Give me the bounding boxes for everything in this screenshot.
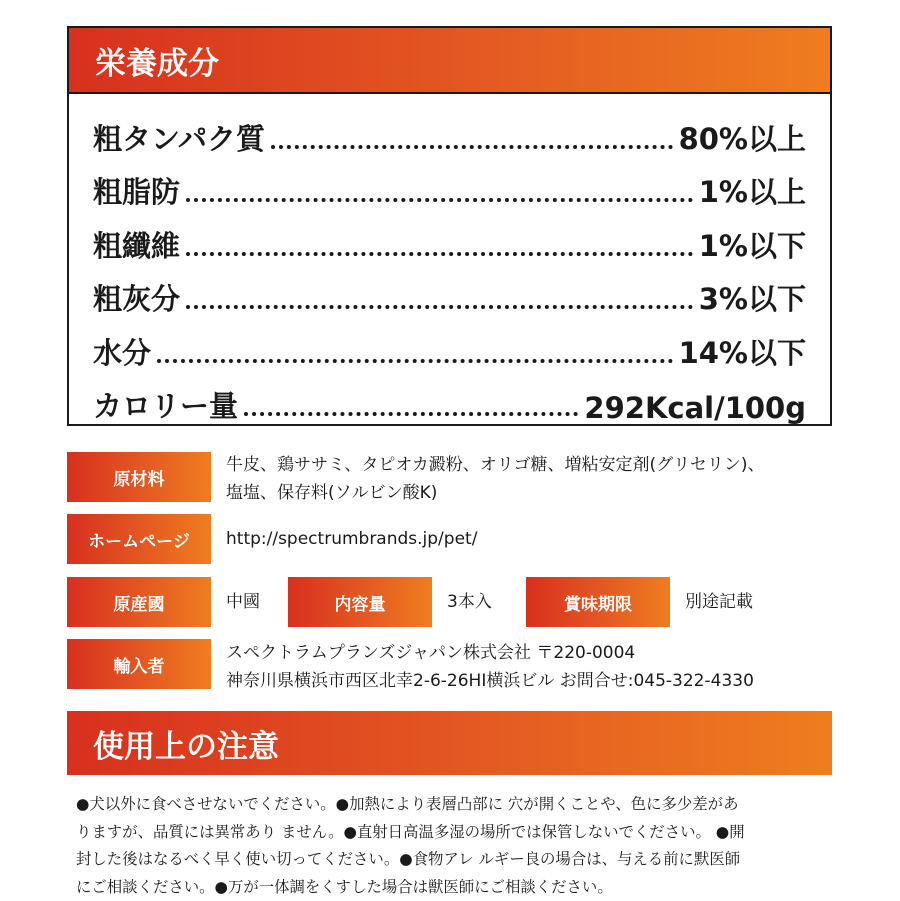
dot-leader <box>244 412 578 416</box>
nutrition-row-moisture <box>93 318 806 372</box>
dot-leader <box>186 252 693 256</box>
nutrition-value: 292Kcal/100g <box>584 391 806 425</box>
nutrition-value: 3%以下 <box>699 277 806 318</box>
importer-line-1: スペクトラムプランズジャパン株式会社 〒220-0004 <box>226 640 635 666</box>
nutrition-label: 粗灰分 <box>93 277 180 318</box>
expiry-tag: 賞味期限 <box>526 577 670 627</box>
dot-leader <box>186 198 693 202</box>
nutrition-value: 1%以上 <box>699 170 806 211</box>
nutrition-value: 80%以上 <box>679 117 806 158</box>
importer-line-2: 神奈川県横浜市西区北幸2-6-26HI横浜ビル お問合せ:045-322-4330 <box>226 668 754 694</box>
caution-title: 使用上の注意 <box>67 711 832 775</box>
nutrition-row-protein <box>93 104 806 158</box>
caution-line: にご相談ください。●万が一体調をくすした場合は獣医師にご相談ください。 <box>76 874 866 901</box>
nutrition-rows <box>69 94 830 425</box>
nutrition-label: 粗纖維 <box>93 224 180 265</box>
homepage-tag: ホームページ <box>67 514 211 564</box>
importer-tag: 輸入者 <box>67 639 211 689</box>
caution-line: りますが、品質には異常あり ません。●直射日高温多湿の場所では保管しないでください。 ●開 <box>76 819 866 847</box>
content-tag: 内容量 <box>288 577 432 627</box>
nutrition-row-ash <box>93 265 806 319</box>
nutrition-row-calories <box>93 372 806 426</box>
ingredients-line-2: 塩塩、保存料(ソルビン酸K) <box>226 480 437 506</box>
nutrition-value: 1%以下 <box>699 224 806 265</box>
caution-text <box>76 791 866 901</box>
nutrition-label: 粗脂防 <box>93 170 180 211</box>
nutrition-panel <box>67 26 832 426</box>
origin-tag: 原産國 <box>67 577 211 627</box>
caution-line: 封した後はなるべく早く使い切ってください。●食物アレ ルギー良の場合は、与える前に默医師 <box>76 846 866 874</box>
nutrition-label: 水分 <box>93 331 151 372</box>
ingredients-line-1: 牛皮、鶏ササミ、タピオカ澱粉、オリゴ糖、増粘安定剤(グリセリン)、 <box>226 452 765 478</box>
nutrition-value: 14%以下 <box>679 331 806 372</box>
dot-leader <box>157 359 673 363</box>
nutrition-title: 栄養成分 <box>69 28 830 94</box>
nutrition-label: カロリー量 <box>93 384 238 425</box>
nutrition-label: 粗タンパク質 <box>93 117 265 158</box>
origin-value: 中國 <box>226 589 260 615</box>
ingredients-tag: 原材料 <box>67 452 211 502</box>
nutrition-row-fiber <box>93 211 806 265</box>
dot-leader <box>271 145 673 149</box>
content-value: 3本入 <box>447 589 492 615</box>
expiry-value: 別途記載 <box>685 589 753 615</box>
caution-line: ●犬以外に食べさせないでください。●加熱により表層凸部に 穴が開くことや、色に多少差があ <box>76 791 866 819</box>
dot-leader <box>186 305 693 309</box>
homepage-url[interactable]: http://spectrumbrands.jp/pet/ <box>226 526 477 552</box>
nutrition-row-fat <box>93 158 806 212</box>
